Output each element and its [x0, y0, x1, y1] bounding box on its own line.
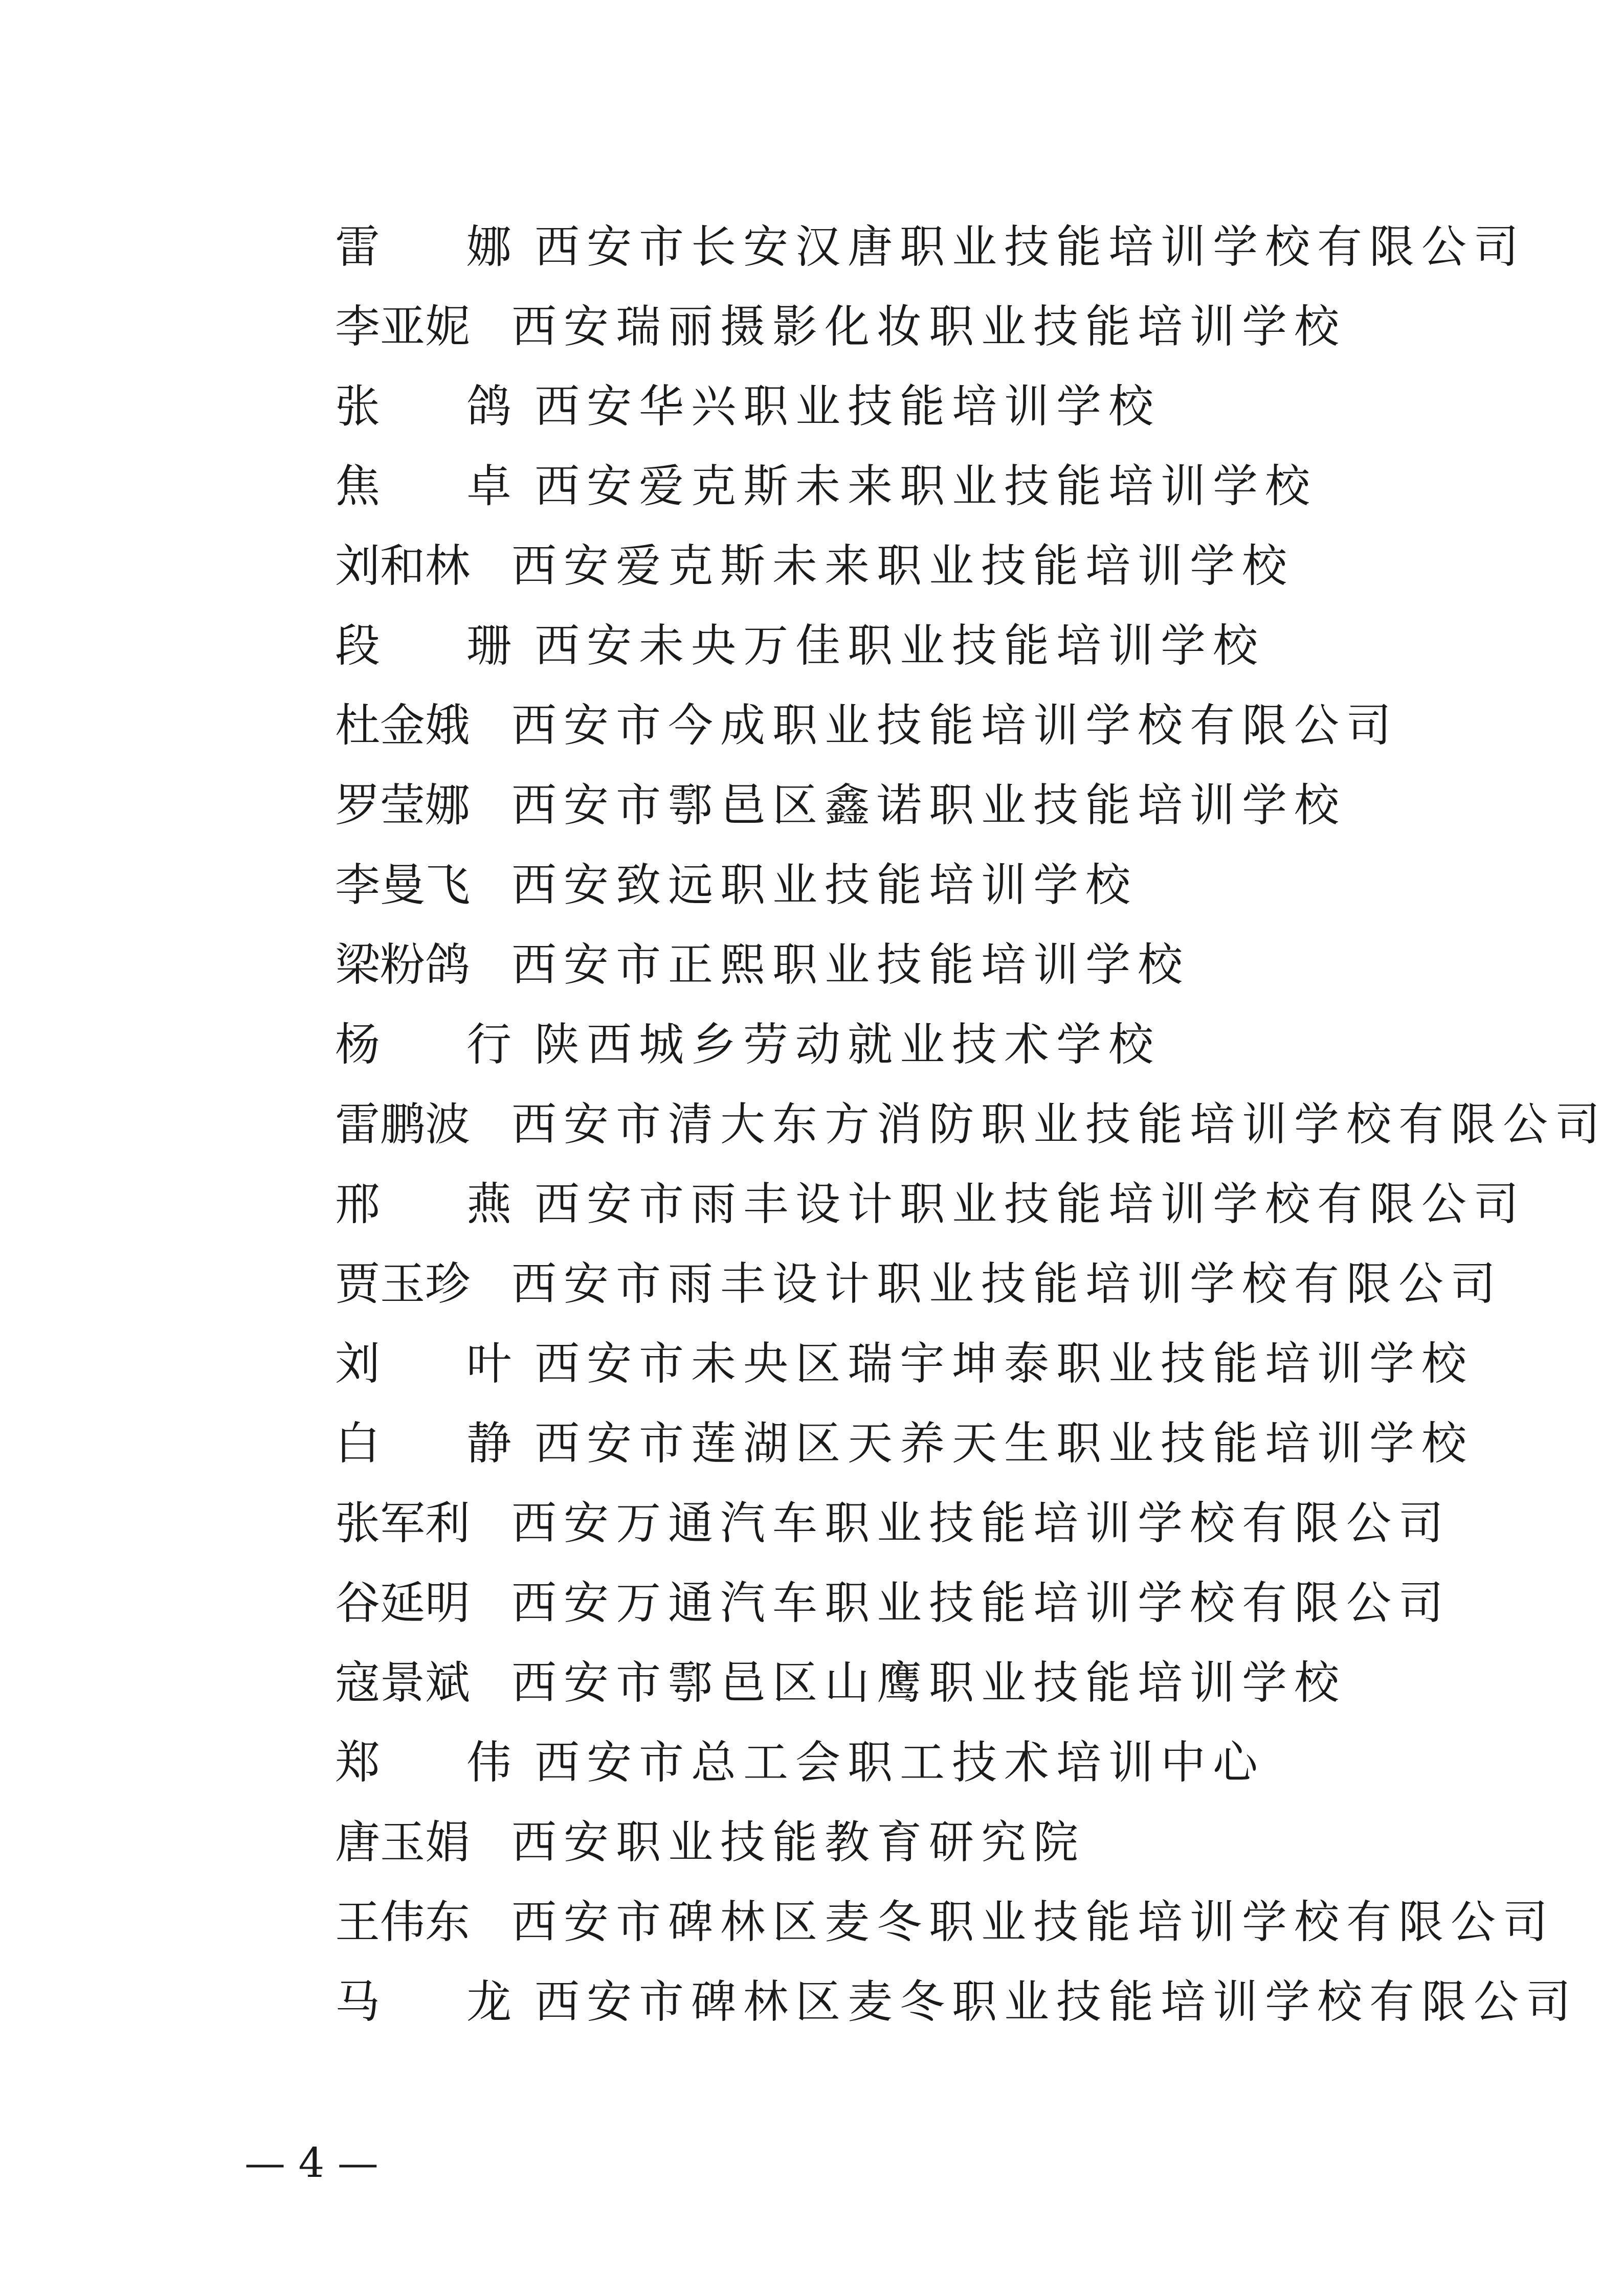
- person-name: 杨 行: [335, 1018, 511, 1071]
- organization-name: 陕西城乡劳动就业技术学校: [535, 1018, 1161, 1071]
- organization-name: 西安华兴职业技能培训学校: [535, 380, 1161, 433]
- organization-name: 西安市未央区瑞宇坤泰职业技能培训学校: [535, 1337, 1474, 1390]
- organization-name: 西安市正熙职业技能培训学校: [511, 938, 1190, 991]
- person-name: 邢 燕: [335, 1178, 511, 1230]
- organization-name: 西安万通汽车职业技能培训学校有限公司: [511, 1577, 1451, 1629]
- organization-name: 西安市碑林区麦冬职业技能培训学校有限公司: [535, 1975, 1578, 2028]
- list-item: [335, 1643, 1511, 1723]
- organization-name: 西安市今成职业技能培训学校有限公司: [511, 699, 1399, 752]
- person-name: 雷 鹏 波: [335, 1098, 471, 1151]
- person-name: 马 龙: [335, 1975, 511, 2028]
- person-name: 张 鸽: [335, 380, 511, 433]
- organization-name: 西安市雨丰设计职业技能培训学校有限公司: [535, 1178, 1526, 1230]
- list-item: [335, 1324, 1511, 1404]
- list-item: [335, 1005, 1511, 1085]
- organization-name: 西安爱克斯未来职业技能培训学校: [511, 539, 1295, 592]
- person-name: 郑 伟: [335, 1736, 511, 1789]
- list-item: [335, 1483, 1511, 1563]
- list-item: [335, 367, 1511, 446]
- person-name: 王 伟 东: [335, 1896, 471, 1948]
- organization-name: 西安市鄠邑区鑫诺职业技能培训学校: [511, 779, 1347, 831]
- person-name: 李 亚 妮: [335, 300, 471, 353]
- list-item: [335, 1085, 1608, 1164]
- person-name: 雷 娜: [335, 220, 511, 273]
- person-name: 李 曼 飞: [335, 859, 471, 911]
- person-name: 刘 和 林: [335, 539, 471, 592]
- person-name: 段 珊: [335, 619, 511, 672]
- organization-name: 西安市碑林区麦冬职业技能培训学校有限公司: [511, 1896, 1555, 1948]
- organization-name: 西安未央万佳职业技能培训学校: [535, 619, 1265, 672]
- person-name: 刘 叶: [335, 1337, 511, 1390]
- person-name: 贾 玉 珍: [335, 1257, 471, 1310]
- list-item: [335, 606, 1511, 686]
- name-list: [335, 207, 1608, 2042]
- list-item: [335, 766, 1511, 845]
- person-name: 杜 金 娥: [335, 699, 471, 752]
- organization-name: 西安职业技能教育研究院: [511, 1816, 1086, 1869]
- list-item: [335, 1962, 1578, 2042]
- list-item: [335, 1244, 1511, 1324]
- person-name: 寇 景 斌: [335, 1656, 471, 1709]
- list-item: [335, 1723, 1511, 1803]
- organization-name: 西安市鄠邑区山鹰职业技能培训学校: [511, 1656, 1347, 1709]
- list-item: [335, 686, 1511, 766]
- list-item: [335, 1563, 1511, 1643]
- person-name: 谷 延 明: [335, 1577, 471, 1629]
- organization-name: 西安市莲湖区天养天生职业技能培训学校: [535, 1417, 1474, 1470]
- list-item: [335, 207, 1526, 287]
- organization-name: 西安市总工会职工技术培训中心: [535, 1736, 1265, 1789]
- list-item: [335, 446, 1511, 526]
- person-name: 罗 莹 娜: [335, 779, 471, 831]
- list-item: [335, 526, 1511, 606]
- list-item: [335, 1882, 1555, 1962]
- person-name: 梁 粉 鸽: [335, 938, 471, 991]
- list-item: [335, 1404, 1511, 1483]
- organization-name: 西安瑞丽摄影化妆职业技能培训学校: [511, 300, 1347, 353]
- list-item: [335, 1803, 1511, 1882]
- person-name: 焦 卓: [335, 460, 511, 512]
- organization-name: 西安市长安汉唐职业技能培训学校有限公司: [535, 220, 1526, 273]
- person-name: 白 静: [335, 1417, 511, 1470]
- page-number: — 4 —: [244, 2139, 379, 2187]
- list-item: [335, 1164, 1526, 1244]
- list-item: [335, 845, 1511, 925]
- organization-name: 西安市雨丰设计职业技能培训学校有限公司: [511, 1257, 1503, 1310]
- organization-name: 西安市清大东方消防职业技能培训学校有限公司: [511, 1098, 1608, 1151]
- organization-name: 西安致远职业技能培训学校: [511, 859, 1138, 911]
- list-item: [335, 925, 1511, 1005]
- person-name: 张 军 利: [335, 1497, 471, 1549]
- organization-name: 西安万通汽车职业技能培训学校有限公司: [511, 1497, 1451, 1549]
- organization-name: 西安爱克斯未来职业技能培训学校: [535, 460, 1318, 512]
- person-name: 唐 玉 娟: [335, 1816, 471, 1869]
- list-item: [335, 287, 1511, 367]
